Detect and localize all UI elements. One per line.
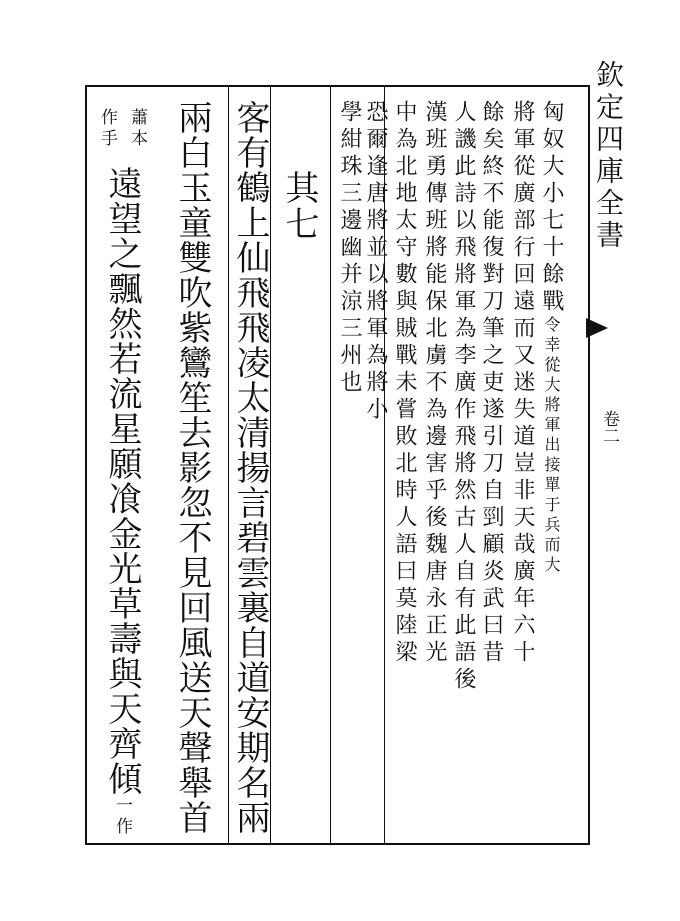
text-column: 人譏此詩以飛將軍為李廣作飛將然古人自有此語後 bbox=[451, 100, 476, 694]
poem-line: 客有鶴上仙飛飛凌太清揚言碧雲裏自道安期名兩 bbox=[230, 100, 270, 835]
book-title: 欽定四庫全書 bbox=[592, 60, 625, 252]
poem-line bbox=[102, 166, 142, 838]
text-column: 餘矣終不能復對刀筆之吏遂引刀自剄顧炎武曰昔 bbox=[479, 100, 504, 667]
text-column: 學紺珠三邊幽并涼三州也 bbox=[337, 100, 362, 397]
text-column bbox=[540, 100, 562, 576]
inline-note: 一作 bbox=[112, 796, 132, 838]
poem-line-text: 遠望之飄然若流星願飡金光草壽與天齊傾 bbox=[102, 166, 142, 796]
variant-note: 作手 bbox=[97, 108, 117, 150]
inline-note: 令幸從大將軍出接單于兵而大 bbox=[542, 316, 561, 576]
poem-line: 兩白玉童雙吹紫鸞笙去影忽不見回風送天聲舉首 bbox=[172, 100, 212, 835]
variant-note: 蕭本 bbox=[127, 108, 147, 150]
text-column: 將軍從廣部行回遠而又迷失道豈非天哉廣年六十 bbox=[510, 100, 535, 667]
column-divider bbox=[270, 85, 271, 845]
column-divider bbox=[228, 85, 229, 845]
text-column: 恐爾逢唐將並以將軍為將小 bbox=[363, 100, 388, 424]
text-column: 漢班勇傳班將能保北虜不為邊害乎後魏唐永正光 bbox=[422, 100, 447, 667]
section-heading: 其七 bbox=[279, 170, 319, 242]
volume-label: 卷二 bbox=[599, 410, 619, 444]
column-text: 匈奴大小七十餘戰 bbox=[539, 100, 564, 316]
column-divider bbox=[330, 85, 331, 845]
text-column: 中為北地太守數與賊戰未嘗敗北時人語曰莫陸梁 bbox=[392, 100, 417, 667]
